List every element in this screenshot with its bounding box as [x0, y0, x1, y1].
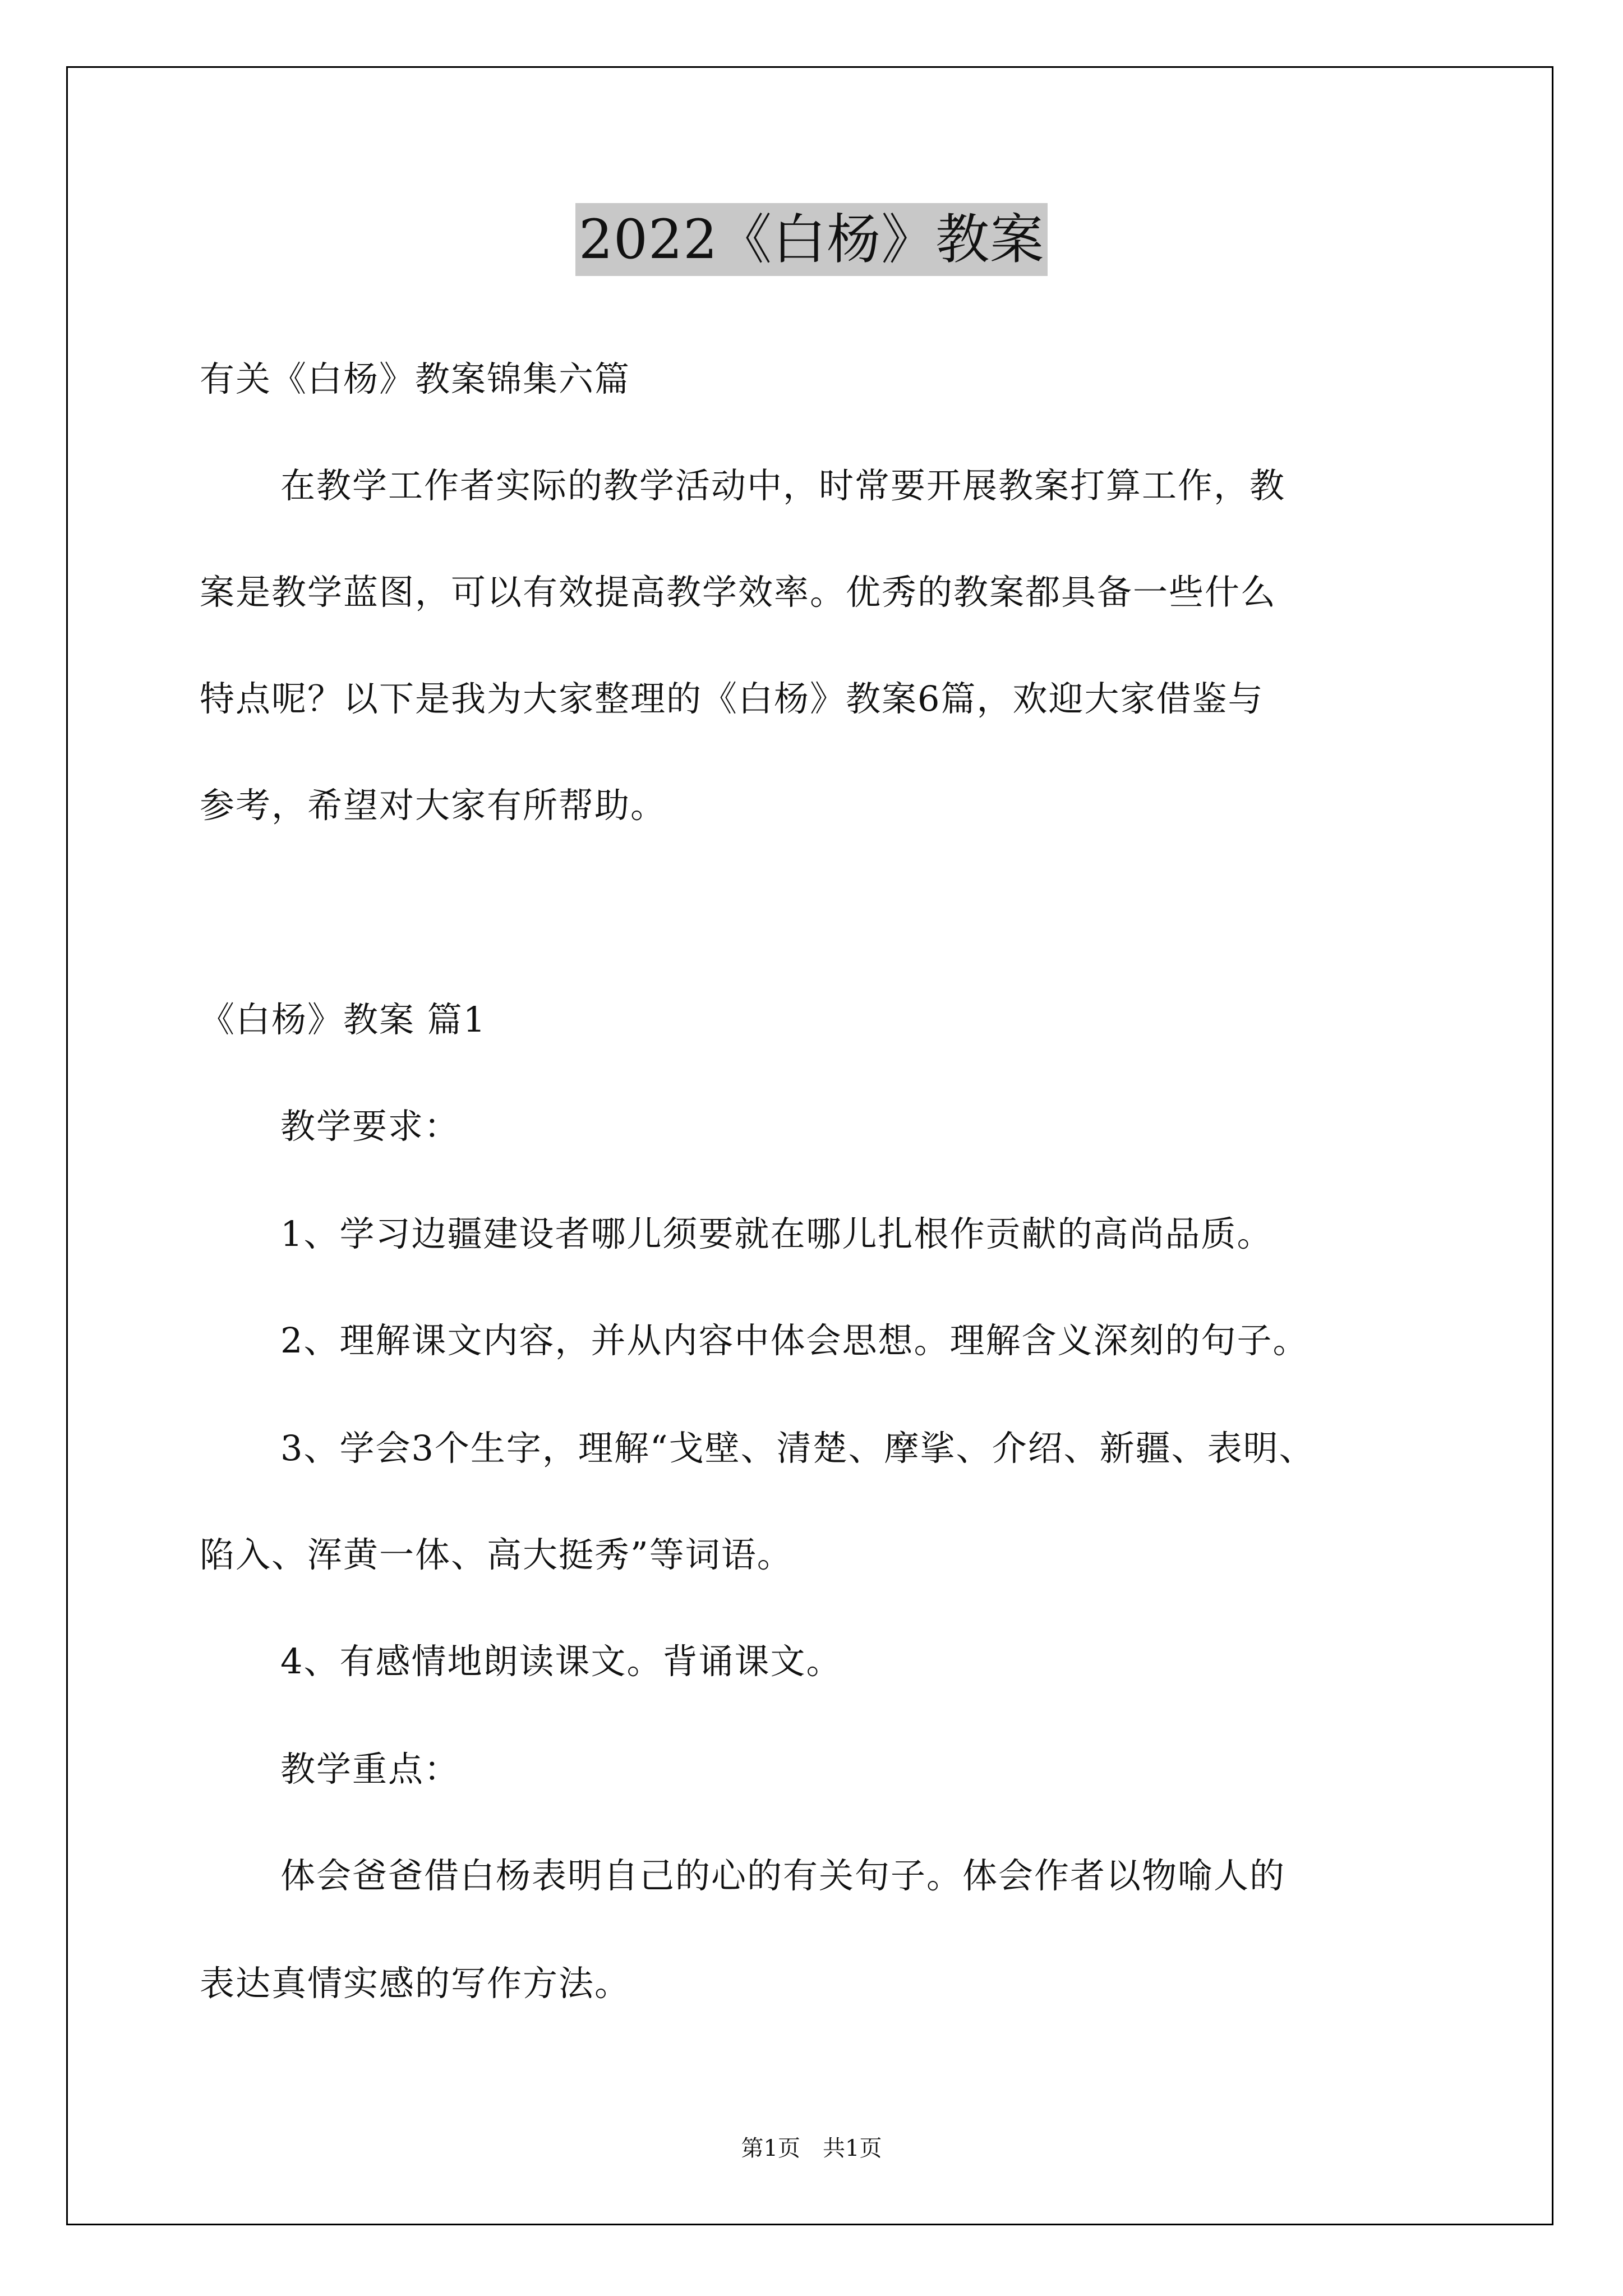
- intro-paragraph-line: 案是教学蓝图，可以有效提高教学效率。优秀的教案都具备一些什么: [200, 572, 1277, 613]
- teaching-requirements-heading: 教学要求：: [280, 1106, 460, 1147]
- intro-paragraph-line: 参考，希望对大家有所帮助。: [200, 785, 667, 826]
- intro-paragraph-line: 特点呢？以下是我为大家整理的《白杨》教案6篇，欢迎大家借鉴与: [200, 678, 1264, 719]
- title-container: [0, 203, 1623, 276]
- intro-paragraph-line: 在教学工作者实际的教学活动中，时常要开展教案打算工作，教: [280, 465, 1286, 506]
- teaching-focus-line: 表达真情实感的写作方法。: [200, 1963, 631, 2004]
- requirement-item: 4、有感情地朗读课文。背诵课文。: [280, 1641, 842, 1682]
- requirement-item: 2、理解课文内容，并从内容中体会思想。理解含义深刻的句子。: [280, 1320, 1309, 1361]
- teaching-focus-line: 体会爸爸借白杨表明自己的心的有关句子。体会作者以物喻人的: [280, 1855, 1286, 1896]
- page-footer: 第1页 共1页: [741, 2136, 882, 2161]
- section-heading: 《白杨》教案 篇1: [200, 999, 487, 1040]
- requirement-item-continued: 陷入、浑黄一体、高大挺秀”等词语。: [200, 1534, 793, 1575]
- requirement-item: 3、学会3个生字，理解“戈壁、清楚、摩挲、介绍、新疆、表明、: [280, 1428, 1315, 1469]
- requirement-item: 1、学习边疆建设者哪儿须要就在哪儿扎根作贡献的高尚品质。: [280, 1213, 1273, 1254]
- document-title: 2022《白杨》教案: [575, 203, 1048, 276]
- teaching-focus-heading: 教学重点：: [280, 1749, 460, 1789]
- subtitle-line: 有关《白杨》教案锦集六篇: [200, 358, 631, 399]
